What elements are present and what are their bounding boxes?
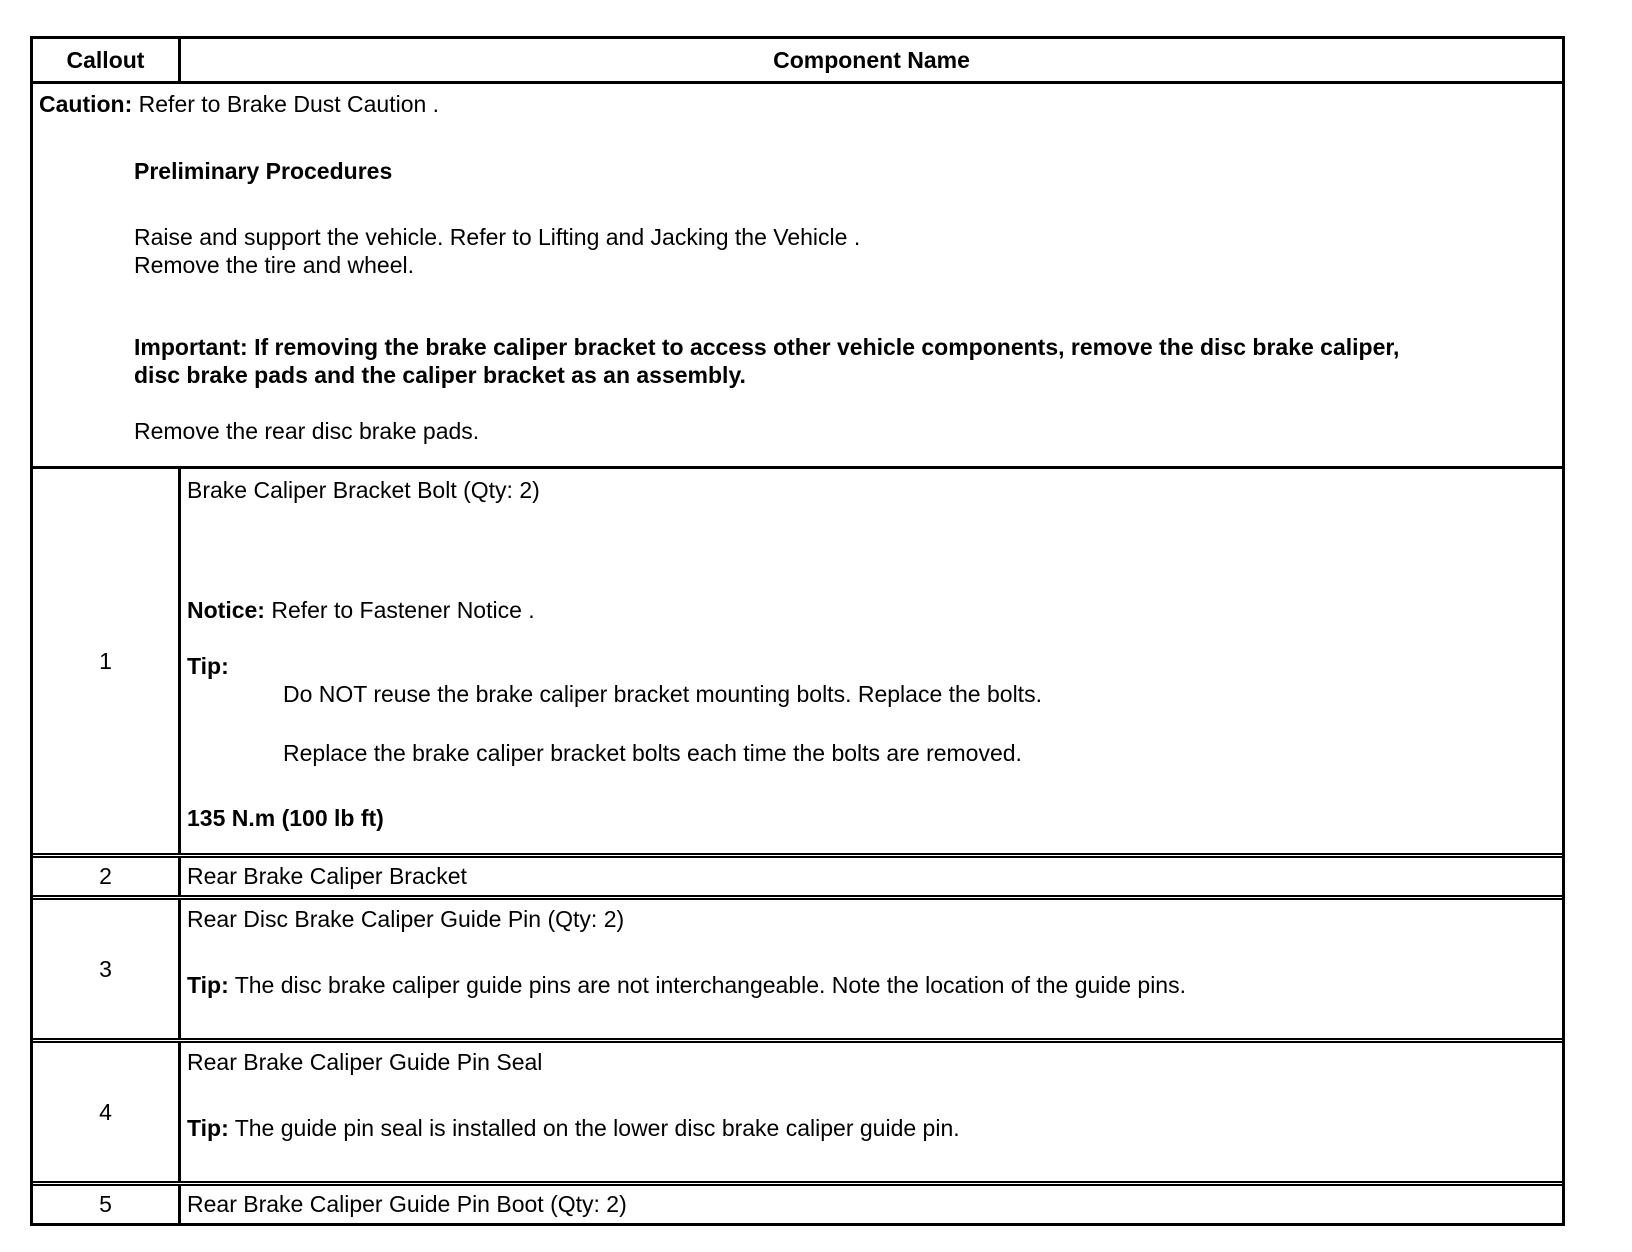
- callout-number: 4: [33, 1043, 181, 1181]
- preliminary-step-1: Raise and support the vehicle. Refer to Lifting and Jacking the Vehicle .: [134, 224, 861, 250]
- important-note-line-2: disc brake pads and the caliper bracket as an assembly.: [134, 362, 746, 388]
- component-name: Rear Brake Caliper Bracket: [187, 863, 467, 889]
- caution-line: [39, 90, 1554, 118]
- component-name: Rear Disc Brake Caliper Guide Pin (Qty: 2): [187, 906, 625, 932]
- tip-label: Tip:: [187, 972, 229, 998]
- tip-text: The disc brake caliper guide pins are not interchangeable. Note the location of the guide pins.: [228, 972, 1186, 998]
- callout-number: 2: [33, 858, 181, 895]
- component-cell: [181, 900, 1562, 1038]
- notice-label: Notice:: [187, 597, 265, 623]
- preliminary-final-step: Remove the rear disc brake pads.: [134, 418, 480, 444]
- component-cell: [181, 469, 1562, 853]
- tip-text: The guide pin seal is installed on the lower disc brake caliper guide pin.: [228, 1115, 960, 1141]
- notice-text: Refer to Fastener Notice .: [264, 597, 535, 623]
- preliminary-step-2: Remove the tire and wheel.: [134, 252, 414, 278]
- notice-line: [187, 597, 535, 624]
- component-name-column-header: Component Name: [773, 46, 970, 73]
- tip-label: Tip:: [187, 653, 229, 679]
- table-row: [33, 466, 1562, 853]
- callout-number: 5: [33, 1186, 181, 1223]
- tip-item-1: Do NOT reuse the brake caliper bracket mounting bolts. Replace the bolts.: [283, 681, 1042, 707]
- component-table: [30, 36, 1565, 1226]
- tip-label: Tip:: [187, 1115, 229, 1141]
- important-note-line-1: Important: If removing the brake caliper bracket to access other vehicle components, remove the disc brake caliper,: [134, 334, 1400, 360]
- callout-column-header: Callout: [33, 39, 181, 81]
- callout-number: 1: [33, 469, 181, 853]
- callout-number: 3: [33, 900, 181, 1038]
- table-row: [33, 1181, 1562, 1223]
- table-row: [33, 1038, 1562, 1181]
- component-name: Rear Brake Caliper Guide Pin Boot (Qty: 2): [187, 1191, 627, 1217]
- preliminary-heading: Preliminary Procedures: [134, 158, 393, 184]
- table-row: [33, 895, 1562, 1038]
- caution-label: Caution:: [39, 91, 133, 117]
- torque-spec: 135 N.m (100 lb ft): [187, 805, 384, 831]
- component-name: Brake Caliper Bracket Bolt (Qty: 2): [187, 477, 540, 503]
- component-cell: [181, 1043, 1562, 1181]
- preliminary-row: [33, 81, 1562, 466]
- preliminary-cell: [33, 84, 1562, 466]
- component-name: Rear Brake Caliper Guide Pin Seal: [187, 1049, 543, 1075]
- table-row: [33, 853, 1562, 895]
- caution-text: Refer to Brake Dust Caution .: [132, 91, 440, 117]
- tip-item-2: Replace the brake caliper bracket bolts each time the bolts are removed.: [283, 740, 1022, 766]
- table-header-row: [33, 39, 1562, 81]
- tip-line: [187, 972, 1186, 999]
- tip-line: [187, 1115, 960, 1142]
